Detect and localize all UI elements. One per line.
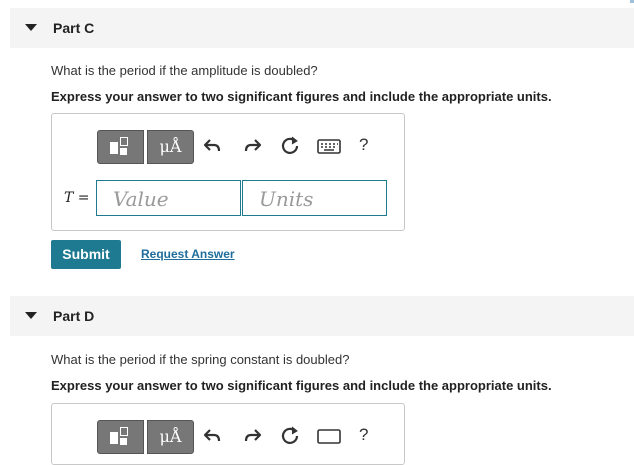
part-c-header[interactable] <box>10 8 634 48</box>
value-input[interactable] <box>96 180 241 216</box>
units-symbol: μÅ <box>159 427 182 446</box>
part-d-title: Part D <box>53 308 95 324</box>
redo-icon[interactable] <box>240 424 264 448</box>
part-d-question: What is the period if the spring constant is doubled? <box>51 352 350 367</box>
help-button[interactable]: ? <box>359 135 369 154</box>
math-toolbar <box>97 130 369 166</box>
reset-icon[interactable] <box>278 424 302 448</box>
keyboard-icon[interactable] <box>316 424 342 448</box>
units-button[interactable] <box>147 130 194 164</box>
redo-icon[interactable] <box>240 134 264 158</box>
variable-label <box>64 190 90 206</box>
corner-mark <box>630 0 634 3</box>
equals-sign: = <box>77 190 90 206</box>
part-d-instruction: Express your answer to two significant figures and include the appropriate units. <box>51 378 552 393</box>
answer-box-part-d <box>51 403 405 465</box>
units-input[interactable] <box>242 180 387 216</box>
help-button[interactable]: ? <box>359 425 369 444</box>
part-c-question: What is the period if the amplitude is doubled? <box>51 63 318 78</box>
part-d-header[interactable] <box>10 296 634 336</box>
units-placeholder: Units <box>259 187 314 211</box>
keyboard-icon[interactable] <box>316 134 342 158</box>
answer-box <box>51 113 405 231</box>
collapse-caret-icon[interactable] <box>25 312 37 319</box>
submit-button[interactable]: Submit <box>51 240 121 269</box>
variable-symbol: T <box>64 190 74 206</box>
math-toolbar-part-d <box>97 420 369 456</box>
part-c-instruction: Express your answer to two significant figures and include the appropriate units. <box>51 89 552 104</box>
templates-button[interactable] <box>97 130 144 164</box>
part-c-title: Part C <box>53 20 95 36</box>
undo-icon[interactable] <box>201 134 225 158</box>
undo-icon[interactable] <box>201 424 225 448</box>
value-placeholder: Value <box>113 187 169 211</box>
reset-icon[interactable] <box>278 134 302 158</box>
request-answer-link[interactable]: Request Answer <box>141 247 235 261</box>
collapse-caret-icon[interactable] <box>25 24 37 31</box>
units-button[interactable] <box>147 420 194 454</box>
templates-button[interactable] <box>97 420 144 454</box>
units-symbol: μÅ <box>159 137 182 156</box>
